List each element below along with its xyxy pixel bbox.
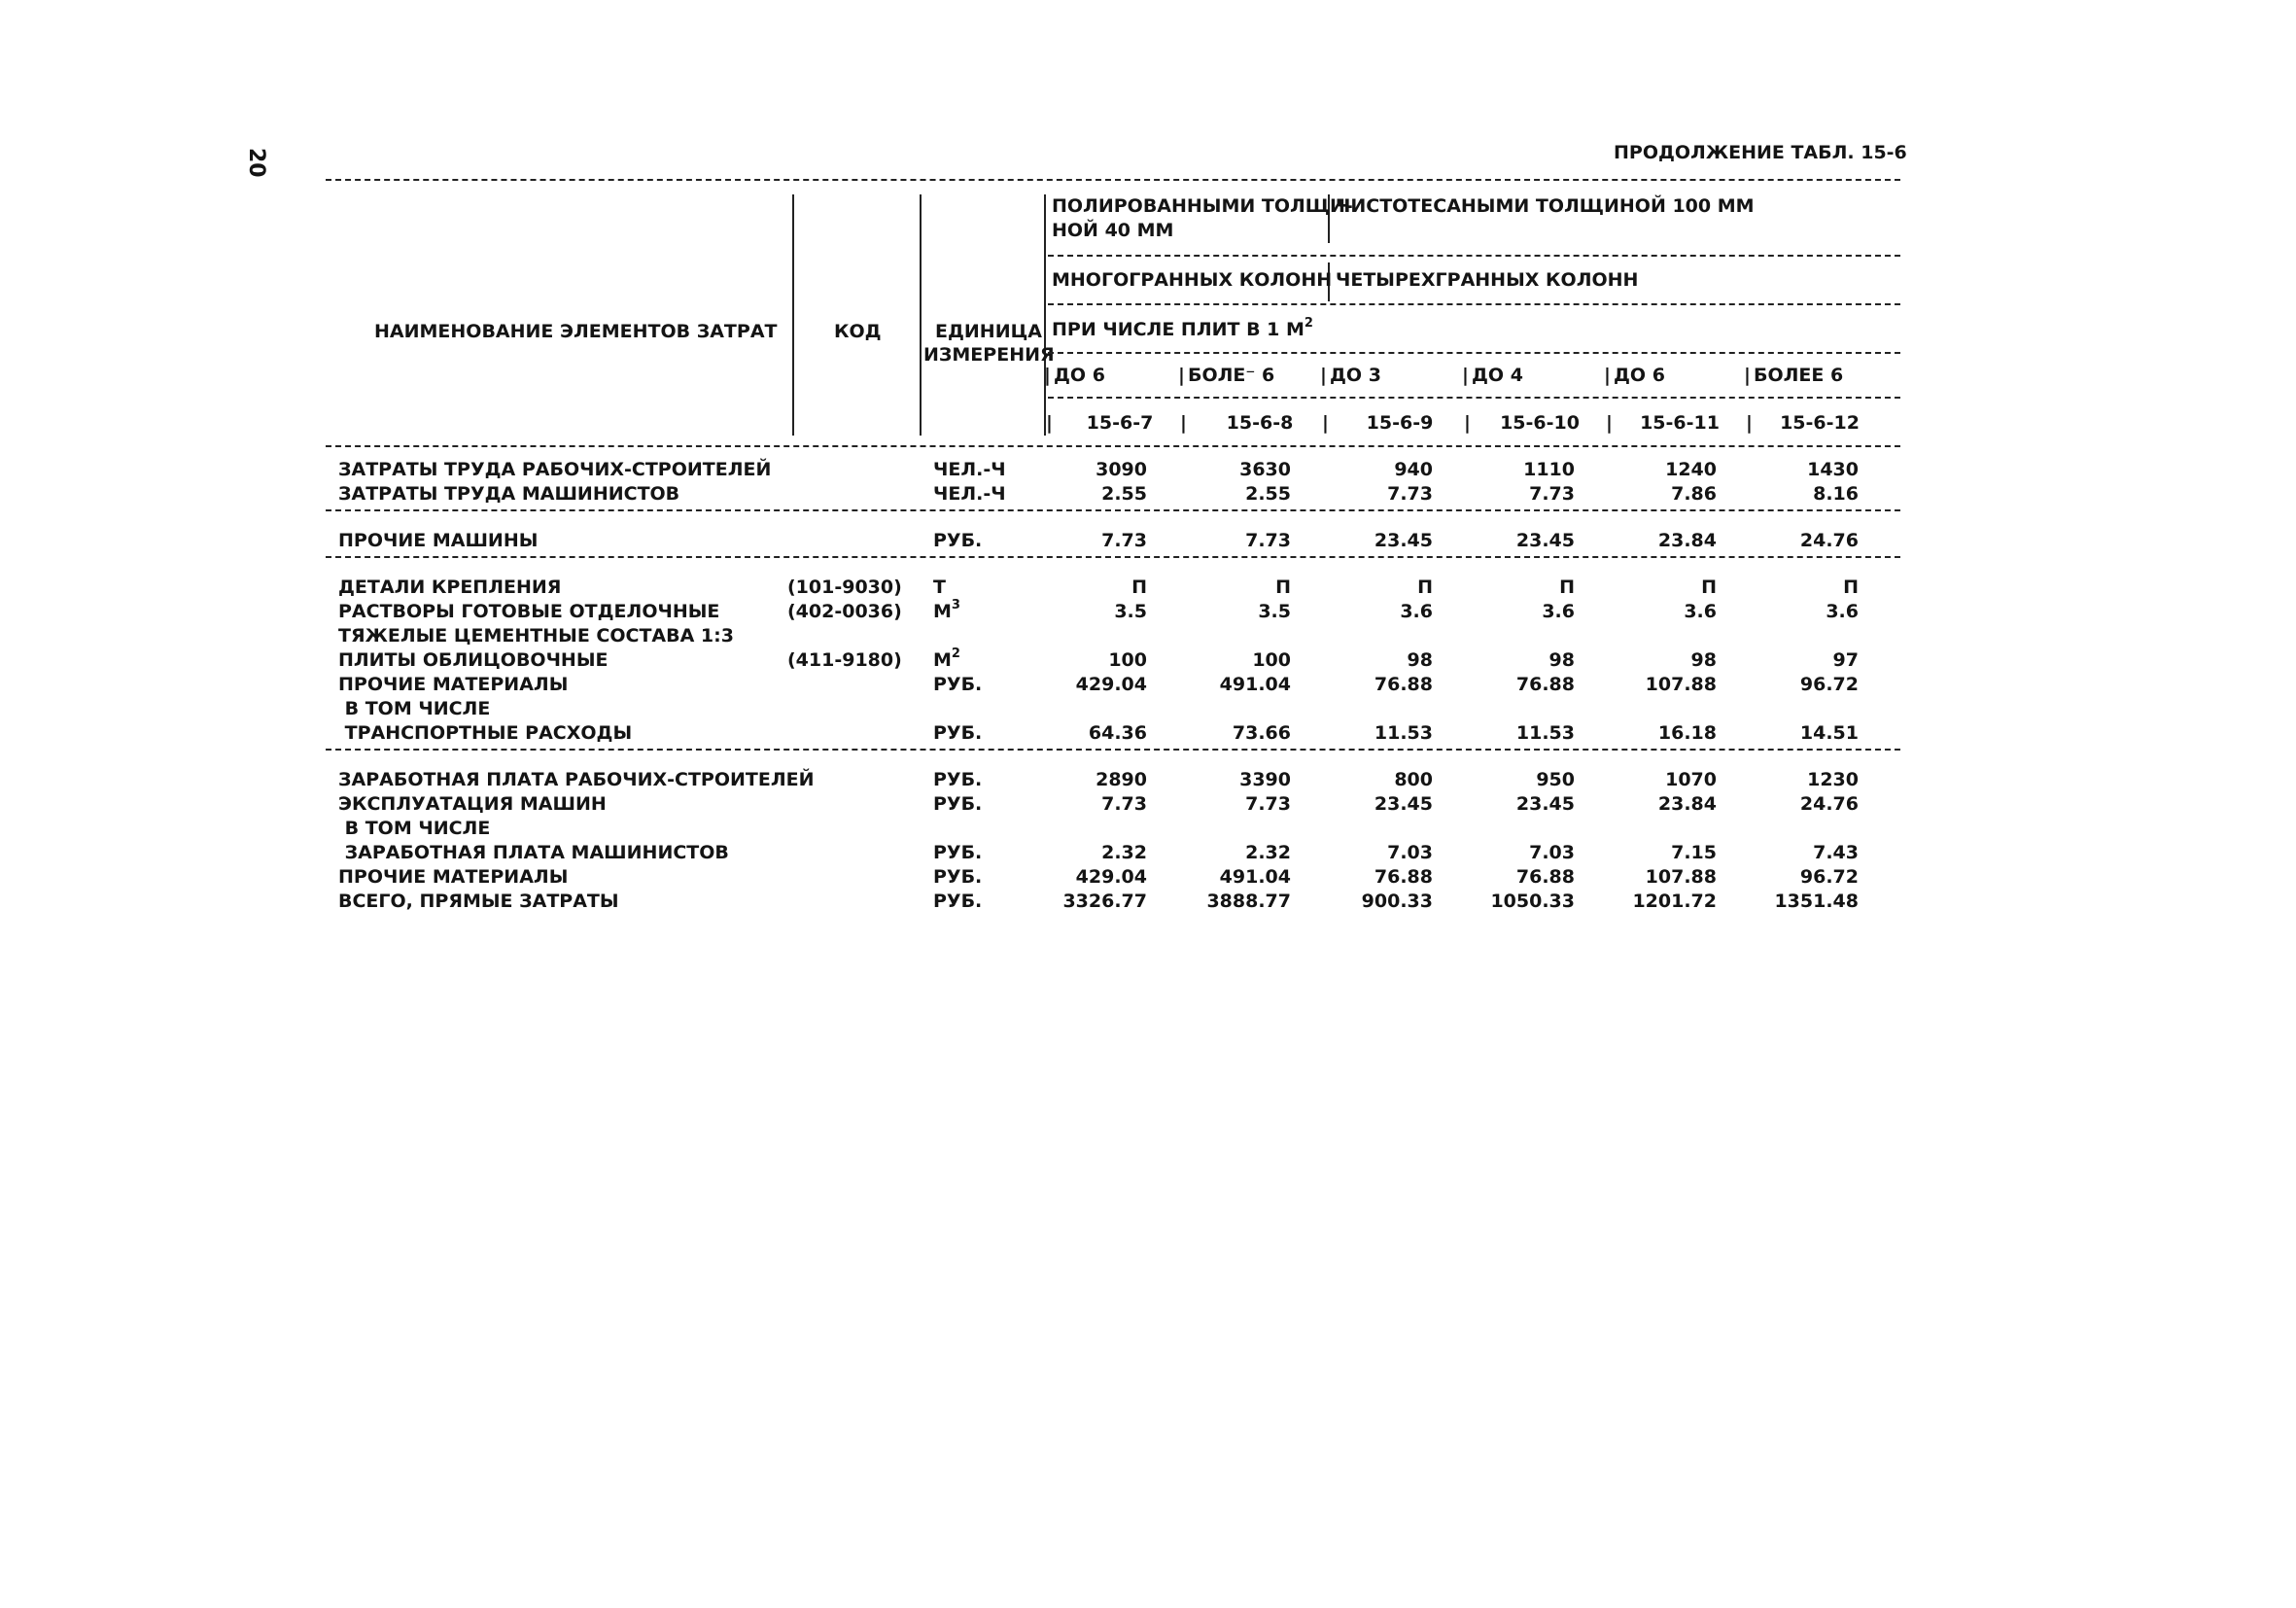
row-value-3: 76.88 bbox=[1374, 674, 1433, 695]
section-divider bbox=[326, 556, 1900, 558]
row-value-1: 429.04 bbox=[1075, 866, 1147, 888]
row-name: РАСТВОРЫ ГОТОВЫЕ ОТДЕЛОЧНЫЕ bbox=[338, 601, 720, 622]
header-range-4: ДО 4 bbox=[1472, 365, 1523, 386]
header-code-1: 15-6-7 bbox=[1086, 412, 1154, 434]
row-value-2: 3.5 bbox=[1258, 601, 1291, 622]
row-value-1: 3090 bbox=[1096, 459, 1147, 480]
row-unit bbox=[933, 461, 1006, 479]
row-unit-text: Т bbox=[933, 577, 946, 598]
row-unit bbox=[933, 532, 982, 550]
row-value-3: П bbox=[1417, 577, 1433, 598]
row-value-5: 16.18 bbox=[1657, 722, 1717, 744]
row-value-2: 73.66 bbox=[1232, 722, 1291, 744]
row-unit-text: М bbox=[933, 649, 952, 671]
row-unit bbox=[933, 676, 982, 694]
row-value-5: 1240 bbox=[1665, 459, 1717, 480]
row-value-1: 2890 bbox=[1096, 769, 1147, 790]
row-value-6: 24.76 bbox=[1799, 793, 1859, 815]
header-code-bar: | bbox=[1046, 412, 1053, 434]
header-range-bar: | bbox=[1178, 365, 1185, 386]
row-unit-text: РУБ. bbox=[933, 866, 983, 888]
row-unit-text: РУБ. bbox=[933, 769, 983, 790]
row-value-3: 11.53 bbox=[1374, 722, 1433, 744]
row-value-4: П bbox=[1559, 577, 1575, 598]
row-value-2: 3390 bbox=[1239, 769, 1291, 790]
row-name: ЭКСПЛУАТАЦИЯ МАШИН bbox=[338, 793, 607, 815]
row-value-5: 7.86 bbox=[1671, 483, 1717, 505]
row-value-1: П bbox=[1131, 577, 1147, 598]
row-value-1: 2.32 bbox=[1101, 842, 1147, 863]
divider-unit-values bbox=[1044, 194, 1046, 436]
row-unit bbox=[933, 724, 982, 743]
row-unit bbox=[933, 578, 946, 597]
plates-per-text: ПРИ ЧИСЛЕ ПЛИТ В 1 М bbox=[1052, 319, 1305, 340]
row-unit bbox=[933, 647, 960, 671]
page-number: 20 bbox=[244, 148, 268, 178]
row-value-1: 2.55 bbox=[1101, 483, 1147, 505]
row-unit-text: РУБ. bbox=[933, 722, 983, 744]
row-name: ДЕТАЛИ КРЕПЛЕНИЯ bbox=[338, 577, 562, 598]
header-range-bar: | bbox=[1744, 365, 1751, 386]
header-range-5: ДО 6 bbox=[1614, 365, 1665, 386]
row-name: ЗАРАБОТНАЯ ПЛАТА РАБОЧИХ-СТРОИТЕЛЕЙ bbox=[338, 769, 815, 790]
header-range-bar: | bbox=[1044, 365, 1051, 386]
row-value-1: 64.36 bbox=[1088, 722, 1147, 744]
header-range-1: ДО 6 bbox=[1054, 365, 1105, 386]
header-polished-group-line2: НОЙ 40 ММ bbox=[1052, 220, 1174, 241]
row-unit bbox=[933, 795, 982, 814]
row-name: ЗАТРАТЫ ТРУДА МАШИНИСТОВ bbox=[338, 483, 680, 505]
row-unit bbox=[933, 844, 982, 862]
header-hewn-group: ЧИСТОТЕСАНЫМИ ТОЛЩИНОЙ 100 ММ bbox=[1336, 195, 1755, 217]
row-value-6: 24.76 bbox=[1799, 530, 1859, 551]
row-value-2: 491.04 bbox=[1219, 674, 1291, 695]
header-code-bar: | bbox=[1322, 412, 1329, 434]
row-value-1: 3.5 bbox=[1114, 601, 1147, 622]
row-value-2: 100 bbox=[1252, 649, 1291, 671]
row-name: ТРАНСПОРТНЫЕ РАСХОДЫ bbox=[338, 722, 633, 744]
row-value-6: 1230 bbox=[1807, 769, 1859, 790]
header-code-bar: | bbox=[1464, 412, 1471, 434]
row-unit bbox=[933, 771, 982, 789]
row-unit-superscript: 3 bbox=[951, 598, 960, 612]
row-value-1: 7.73 bbox=[1101, 793, 1147, 815]
row-value-3: 98 bbox=[1407, 649, 1433, 671]
row-value-1: 429.04 bbox=[1075, 674, 1147, 695]
row-value-5: П bbox=[1701, 577, 1717, 598]
row-value-6: 1430 bbox=[1807, 459, 1859, 480]
row-unit bbox=[933, 868, 982, 887]
row-value-3: 23.45 bbox=[1374, 793, 1433, 815]
header-range-2: БОЛЕ⁻ 6 bbox=[1188, 365, 1275, 386]
row-value-6: 96.72 bbox=[1799, 866, 1859, 888]
divider-code-unit bbox=[920, 194, 922, 436]
row-name: ТЯЖЕЛЫЕ ЦЕМЕНТНЫЕ СОСТАВА 1:3 bbox=[338, 625, 734, 647]
row-value-4: 3.6 bbox=[1542, 601, 1575, 622]
row-value-5: 107.88 bbox=[1645, 866, 1717, 888]
header-code-bar: | bbox=[1746, 412, 1753, 434]
table-continuation-heading: ПРОДОЛЖЕНИЕ ТАБЛ. 15-6 bbox=[1614, 142, 1907, 163]
row-value-5: 3.6 bbox=[1684, 601, 1717, 622]
row-value-6: П bbox=[1843, 577, 1859, 598]
header-unit-column-line1: ЕДИНИЦА bbox=[935, 321, 1042, 342]
row-value-4: 7.73 bbox=[1529, 483, 1575, 505]
header-code-bar: | bbox=[1606, 412, 1613, 434]
table-top-rule bbox=[326, 179, 1900, 181]
row-value-4: 23.45 bbox=[1515, 793, 1575, 815]
row-unit bbox=[933, 892, 982, 911]
row-value-1: 7.73 bbox=[1101, 530, 1147, 551]
row-value-1: 100 bbox=[1108, 649, 1147, 671]
row-value-2: 7.73 bbox=[1245, 530, 1291, 551]
row-value-3: 7.73 bbox=[1387, 483, 1433, 505]
row-value-2: 2.32 bbox=[1245, 842, 1291, 863]
row-unit-text: РУБ. bbox=[933, 793, 983, 815]
row-value-3: 76.88 bbox=[1374, 866, 1433, 888]
row-name: ПРОЧИЕ МАШИНЫ bbox=[338, 530, 539, 551]
row-value-2: 3888.77 bbox=[1206, 891, 1291, 912]
header-rule-4 bbox=[1048, 397, 1900, 399]
row-value-2: 2.55 bbox=[1245, 483, 1291, 505]
row-value-3: 900.33 bbox=[1361, 891, 1433, 912]
row-name: ПЛИТЫ ОБЛИЦОВОЧНЫЕ bbox=[338, 649, 609, 671]
row-value-2: П bbox=[1275, 577, 1291, 598]
row-value-4: 23.45 bbox=[1515, 530, 1575, 551]
header-range-6: БОЛЕЕ 6 bbox=[1754, 365, 1844, 386]
row-value-5: 1201.72 bbox=[1632, 891, 1717, 912]
header-name-column: НАИМЕНОВАНИЕ ЭЛЕМЕНТОВ ЗАТРАТ bbox=[374, 321, 778, 342]
plates-per-superscript: 2 bbox=[1304, 316, 1313, 331]
row-unit-text: ЧЕЛ.-Ч bbox=[933, 483, 1006, 505]
row-value-1: 3326.77 bbox=[1062, 891, 1147, 912]
row-value-4: 7.03 bbox=[1529, 842, 1575, 863]
row-value-4: 76.88 bbox=[1515, 674, 1575, 695]
row-value-4: 76.88 bbox=[1515, 866, 1575, 888]
header-code-2: 15-6-8 bbox=[1226, 412, 1294, 434]
row-resource-code: (402-0036) bbox=[787, 601, 902, 622]
row-resource-code: (411-9180) bbox=[787, 649, 902, 671]
row-value-4: 1110 bbox=[1523, 459, 1575, 480]
row-name: В ТОМ ЧИСЛЕ bbox=[338, 818, 491, 839]
header-range-bar: | bbox=[1462, 365, 1469, 386]
row-resource-code: (101-9030) bbox=[787, 577, 902, 598]
row-value-6: 3.6 bbox=[1826, 601, 1859, 622]
row-name: ЗАРАБОТНАЯ ПЛАТА МАШИНИСТОВ bbox=[338, 842, 729, 863]
header-rule-3 bbox=[1048, 352, 1900, 354]
row-name: ПРОЧИЕ МАТЕРИАЛЫ bbox=[338, 866, 569, 888]
row-name: ЗАТРАТЫ ТРУДА РАБОЧИХ-СТРОИТЕЛЕЙ bbox=[338, 459, 772, 480]
row-value-6: 97 bbox=[1832, 649, 1859, 671]
row-value-4: 950 bbox=[1536, 769, 1575, 790]
row-unit-text: РУБ. bbox=[933, 891, 983, 912]
row-unit bbox=[933, 598, 960, 622]
row-value-3: 800 bbox=[1394, 769, 1433, 790]
row-unit-text: РУБ. bbox=[933, 674, 983, 695]
row-value-5: 107.88 bbox=[1645, 674, 1717, 695]
header-code-6: 15-6-12 bbox=[1780, 412, 1860, 434]
row-unit-superscript: 2 bbox=[951, 647, 960, 661]
row-value-6: 7.43 bbox=[1813, 842, 1859, 863]
header-bottom-rule bbox=[326, 445, 1900, 447]
row-value-2: 7.73 bbox=[1245, 793, 1291, 815]
header-code-column: КОД bbox=[834, 321, 882, 342]
header-multi-faceted-columns: МНОГОГРАННЫХ КОЛОНН bbox=[1052, 269, 1333, 291]
divider-name-code bbox=[792, 194, 794, 436]
row-name: В ТОМ ЧИСЛЕ bbox=[338, 698, 491, 719]
section-divider bbox=[326, 509, 1900, 511]
header-code-5: 15-6-11 bbox=[1640, 412, 1720, 434]
row-value-4: 11.53 bbox=[1515, 722, 1575, 744]
row-value-6: 14.51 bbox=[1799, 722, 1859, 744]
row-value-5: 23.84 bbox=[1657, 793, 1717, 815]
row-unit-text: М bbox=[933, 601, 952, 622]
header-range-bar: | bbox=[1604, 365, 1611, 386]
row-name: ПРОЧИЕ МАТЕРИАЛЫ bbox=[338, 674, 569, 695]
row-value-3: 940 bbox=[1394, 459, 1433, 480]
row-value-3: 23.45 bbox=[1374, 530, 1433, 551]
header-rule-2 bbox=[1048, 303, 1900, 305]
header-polished-group-line1: ПОЛИРОВАННЫМИ ТОЛЩИ- bbox=[1052, 195, 1353, 217]
header-code-4: 15-6-10 bbox=[1500, 412, 1580, 434]
row-value-5: 7.15 bbox=[1671, 842, 1717, 863]
header-plates-per-m2 bbox=[1052, 316, 1313, 340]
section-divider bbox=[326, 749, 1900, 751]
header-four-faceted-columns: ЧЕТЫРЕХГРАННЫХ КОЛОНН bbox=[1336, 269, 1639, 291]
row-value-5: 1070 bbox=[1665, 769, 1717, 790]
header-range-3: ДО 3 bbox=[1330, 365, 1381, 386]
row-value-2: 491.04 bbox=[1219, 866, 1291, 888]
row-unit-text: ЧЕЛ.-Ч bbox=[933, 459, 1006, 480]
row-unit-text: РУБ. bbox=[933, 842, 983, 863]
row-value-2: 3630 bbox=[1239, 459, 1291, 480]
row-value-4: 98 bbox=[1548, 649, 1575, 671]
row-value-5: 98 bbox=[1690, 649, 1717, 671]
row-unit-text: РУБ. bbox=[933, 530, 983, 551]
header-unit-column-line2: ИЗМЕРЕНИЯ bbox=[923, 344, 1055, 366]
row-unit bbox=[933, 485, 1006, 504]
row-value-6: 8.16 bbox=[1813, 483, 1859, 505]
header-rule-1 bbox=[1048, 255, 1900, 257]
row-name: ВСЕГО, ПРЯМЫЕ ЗАТРАТЫ bbox=[338, 891, 619, 912]
row-value-6: 1351.48 bbox=[1774, 891, 1859, 912]
header-range-bar: | bbox=[1320, 365, 1327, 386]
row-value-6: 96.72 bbox=[1799, 674, 1859, 695]
row-value-3: 7.03 bbox=[1387, 842, 1433, 863]
header-code-3: 15-6-9 bbox=[1366, 412, 1434, 434]
row-value-3: 3.6 bbox=[1400, 601, 1433, 622]
header-code-bar: | bbox=[1180, 412, 1187, 434]
row-value-4: 1050.33 bbox=[1490, 891, 1575, 912]
row-value-5: 23.84 bbox=[1657, 530, 1717, 551]
